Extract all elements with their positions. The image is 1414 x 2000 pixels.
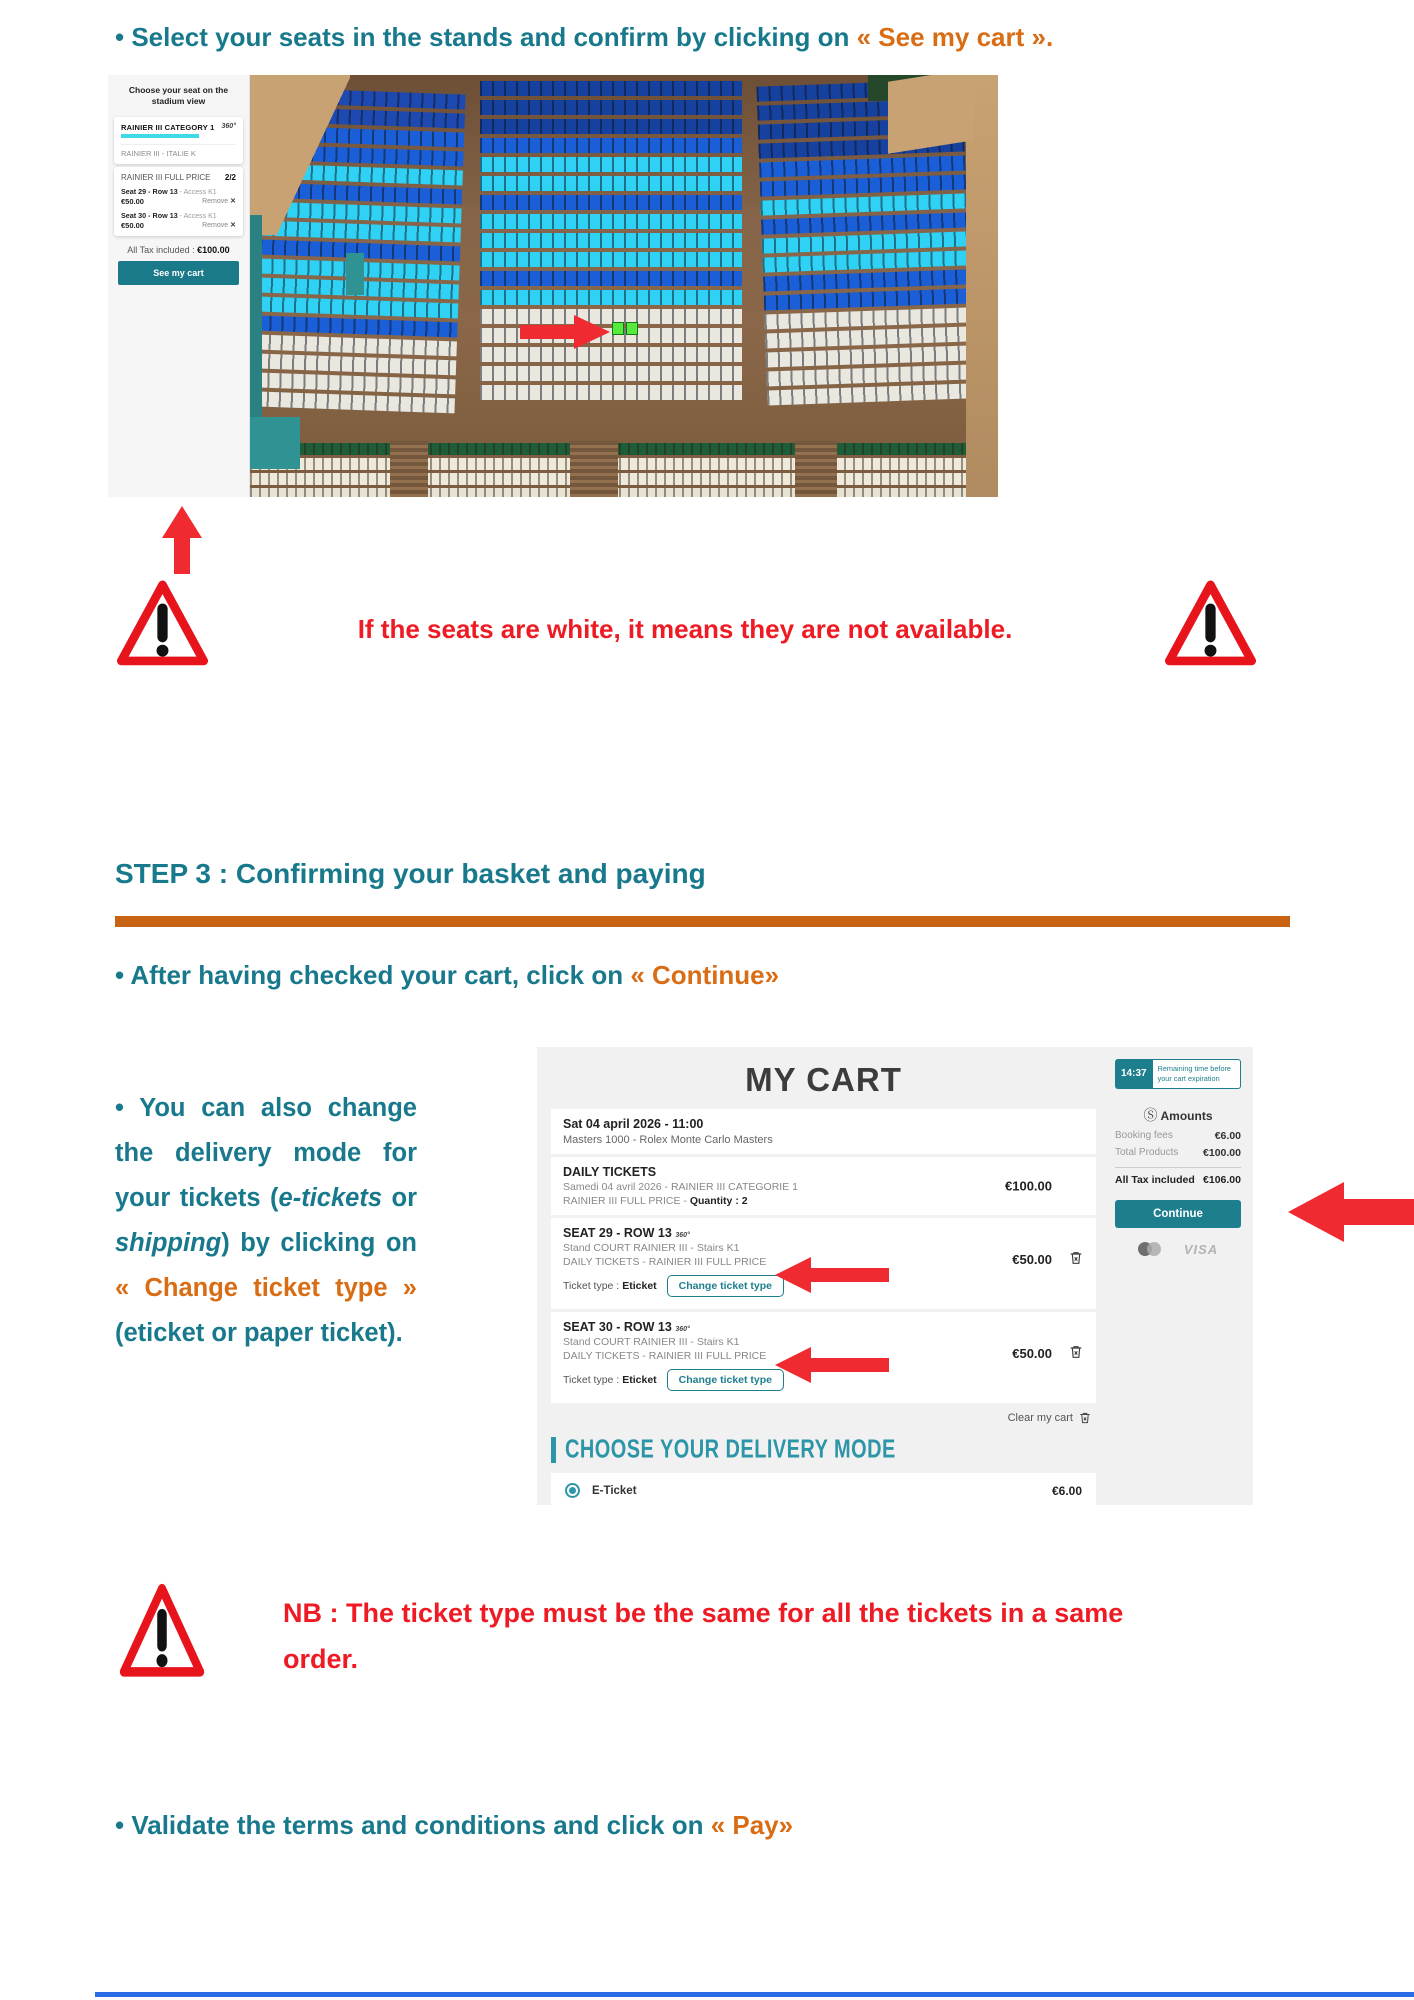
seat-row[interactable] [258,296,458,318]
visa-logo: VISA [1183,1241,1219,1257]
seat-row[interactable] [480,119,742,134]
seat-picker-screenshot [108,75,998,497]
seat-picker-sidebar [108,75,250,497]
note-highlight: « Change ticket type » [115,1274,417,1302]
mastercard-icon [1138,1242,1162,1256]
after-check-highlight: « Continue» [630,960,780,990]
event-date: Sat 04 april 2026 - 11:00 [563,1117,704,1131]
seat-row[interactable] [762,231,968,253]
close-icon[interactable]: ✕ [230,198,236,206]
seat-row[interactable] [480,290,742,305]
tax-total-label: All Tax included : [127,244,198,255]
stadium-wall-corner [888,75,974,154]
seat-title [563,1320,1084,1334]
validate-text: • Validate the terms and conditions and click on [115,1810,711,1840]
stadium-bottom-row[interactable] [250,458,998,470]
validate-highlight: « Pay» [710,1810,794,1840]
arrow-head [574,315,610,349]
remove-seat-button[interactable] [202,197,236,205]
view-360-icon[interactable]: 360° [675,1232,690,1239]
cart-page-title: MY CART [745,1061,902,1098]
group-title: DAILY TICKETS [563,1165,657,1179]
seat-row[interactable] [480,366,742,381]
seat-row[interactable] [480,252,742,267]
seat-row[interactable] [257,315,457,337]
close-icon[interactable]: ✕ [230,222,236,230]
ticket-type-value: Eticket [622,1374,657,1386]
category-underline [121,134,199,138]
change-ticket-type-button[interactable]: Change ticket type [667,1275,784,1297]
warning-triangle-icon [118,1580,206,1684]
timer-value: 14:37 [1115,1059,1153,1089]
selected-seats-card [114,167,243,236]
note-italic: e-tickets [278,1184,383,1212]
total-label: All Tax included [1115,1173,1195,1186]
seat-row[interactable] [256,353,456,375]
ticket-type-row [563,1369,1084,1391]
amounts-header [1115,1105,1241,1125]
section-divider [115,916,1290,927]
cart-expiration-timer [1115,1059,1241,1089]
stadium-section[interactable] [480,81,742,404]
category-subtitle: RAINIER III - ITALIE K [121,144,236,158]
quantity-counter: 2/2 [224,172,236,182]
ticket-type-label: Ticket type : [563,1280,620,1292]
seat-row[interactable] [764,288,970,310]
total-value: €106.00 [1203,1173,1241,1186]
amount-total-row [1115,1174,1241,1186]
trash-icon[interactable] [1068,1250,1084,1266]
seat-line2: DAILY TICKETS - RAINIER III FULL PRICE [563,1350,767,1362]
amount-value: €100.00 [1203,1146,1241,1159]
ticket-type-value: Eticket [622,1280,657,1292]
stadium-bottom-row[interactable] [250,488,998,497]
seat-title [563,1226,1084,1240]
ticket-type-label: Ticket type : [563,1374,620,1386]
tax-total-value: €100.00 [197,244,230,255]
after-check-text: • After having checked your cart, click on [115,960,631,990]
seat-row[interactable] [765,326,971,348]
nb-ticket-type-warning [283,1590,1263,1682]
delivery-mode-note [115,1086,417,1356]
seat-label: Seat 30 - Row 13 [121,210,178,220]
seat-row[interactable] [763,269,969,291]
group-line2-prefix: RAINIER III FULL PRICE - [563,1195,690,1207]
category-card [114,117,243,164]
seat-line-item [121,187,236,206]
seat-row[interactable] [480,81,742,96]
seat-row[interactable] [255,391,455,413]
arrow-shaft [1344,1199,1414,1225]
note-italic: shipping [115,1229,222,1257]
stadium-structure [250,417,300,469]
seat-row[interactable] [480,385,742,400]
remove-label: Remove [202,198,229,206]
seat-row[interactable] [764,307,970,329]
seat-price: €50.00 [1012,1252,1052,1267]
arrow-head [775,1347,811,1383]
warning-triangle-icon [1163,577,1258,672]
price-group-label: RAINIER III FULL PRICE [121,172,211,182]
seat-row[interactable] [480,233,742,248]
seat-access: - Access K1 [177,212,217,220]
seat-picker-title: Choose your seat on the stadium view [128,85,229,107]
cart-screenshot [537,1047,1253,1505]
group-quantity: Quantity : 2 [689,1195,748,1207]
clear-cart-label: Clear my cart [1007,1412,1073,1424]
arrow-shaft [174,536,190,574]
category-name: RAINIER III CATEGORY 1 [121,122,215,132]
seat-access: - Access K1 [177,188,217,196]
cart-items-column [551,1109,1096,1508]
event-name: Masters 1000 - Rolex Monte Carlo Masters [563,1134,773,1146]
seat-row[interactable] [480,195,742,210]
change-ticket-type-button[interactable]: Change ticket type [667,1369,784,1391]
stadium-bottom-row[interactable] [250,473,998,485]
seat-row[interactable] [480,157,742,172]
see-my-cart-button[interactable]: See my cart [118,261,239,285]
step3-title: STEP 3 : Confirming your basket and paying [115,858,706,889]
ticket-group-card [551,1157,1096,1215]
stadium-stairs [570,441,618,497]
amount-row [1115,1130,1241,1142]
intro-highlight: « See my cart ». [856,22,1054,52]
seat-row[interactable] [480,100,742,115]
trash-icon[interactable] [1078,1411,1092,1425]
tax-total [116,245,241,255]
seat-row[interactable] [257,334,457,356]
seat-title-text: SEAT 29 - ROW 13 [563,1226,672,1240]
seat-label: Seat 29 - Row 13 [121,186,178,196]
seat-row[interactable] [762,250,968,272]
continue-button[interactable]: Continue [1115,1200,1241,1228]
seat-row[interactable] [480,176,742,191]
delivery-option-label: E-Ticket [592,1484,637,1497]
after-check-instruction [115,960,779,991]
seat-row[interactable] [480,347,742,362]
seat-price: €50.00 [121,220,144,230]
note-text: (eticket or paper ticket). [115,1319,403,1347]
clear-cart-button[interactable] [551,1411,1092,1425]
seat-line1: Stand COURT RAINIER III - Stairs K1 [563,1336,740,1348]
event-card [551,1109,1096,1154]
seat-row[interactable] [759,155,965,177]
seat-row[interactable] [766,364,972,386]
remove-label: Remove [202,222,229,230]
validate-instruction [115,1810,793,1841]
arrow-shaft [811,1358,889,1372]
warning-triangle-icon [115,577,210,672]
stadium-bottom-row[interactable] [250,443,998,455]
arrow-head [162,506,202,538]
seat-row[interactable] [760,174,966,196]
page-footer-line [95,1992,1414,1997]
arrow-shaft [811,1268,889,1282]
stadium-structure [250,215,262,425]
stadium-bottom-band [250,441,998,497]
seat-price: €50.00 [1012,1346,1052,1361]
payment-methods [1115,1242,1241,1257]
cart-seat-card [551,1218,1096,1309]
seat-row[interactable] [761,212,967,234]
delivery-mode-title: CHOOSE YOUR DELIVERY MODE [565,1435,896,1464]
view-360-icon[interactable]: 360° [675,1326,690,1333]
seat-row[interactable] [480,309,742,324]
seat-row[interactable] [760,193,966,215]
eticket-radio[interactable] [565,1483,580,1498]
group-price: €100.00 [1005,1178,1052,1194]
arrow-shaft [520,325,576,339]
seat-row[interactable] [767,383,973,405]
group-line1: Samedi 04 avril 2026 - RAINIER III CATEGORIE 1 [563,1181,798,1193]
amounts-title: Amounts [1160,1108,1213,1123]
stadium-stairs [390,441,428,497]
seat-row[interactable] [480,214,742,229]
stadium-view [250,75,998,497]
seat-price: €50.00 [121,196,144,206]
amount-label: Total Products [1115,1146,1179,1158]
nb-line1: NB : The ticket type must be the same for all the tickets in a same [283,1598,1124,1628]
white-seats-warning: If the seats are white, it means they are not available. [357,614,1013,644]
stadium-walkway [250,75,350,235]
arrow-head [1288,1182,1344,1242]
stadium-stairs [795,441,837,497]
cart-summary-panel [1115,1059,1241,1257]
delivery-option-price: €6.00 [1051,1483,1082,1498]
timer-note: Remaining time before your cart expiration [1153,1059,1241,1089]
note-text: • You can also change the delivery mode for your tickets ( [115,1094,417,1212]
seat-row[interactable] [480,138,742,153]
delivery-option-row[interactable] [551,1473,1096,1508]
nb-line2: order. [283,1644,359,1674]
coin-icon: Ⓢ [1143,1106,1158,1123]
trash-icon[interactable] [1068,1344,1084,1360]
note-text: or [382,1184,418,1212]
view-360-icon[interactable]: 360° [221,122,236,130]
amount-row [1115,1147,1241,1159]
seat-row[interactable] [255,372,455,394]
seat-row[interactable] [766,345,972,367]
seat-line-item [121,211,236,230]
seat-line2: DAILY TICKETS - RAINIER III FULL PRICE [563,1256,767,1268]
group-line2 [563,1195,1084,1207]
remove-seat-button[interactable] [202,221,236,229]
arrow-head [775,1257,811,1293]
seat-row[interactable] [480,271,742,286]
divider [1115,1167,1241,1168]
intro-instruction [115,22,1053,53]
delivery-mode-header [551,1437,1096,1463]
selected-seats[interactable] [612,322,638,335]
header-accent-bar [551,1437,556,1463]
intro-text: • Select your seats in the stands and confirm by clicking on [115,22,857,52]
note-text: ) by clicking on [221,1229,417,1257]
seat-title-text: SEAT 30 - ROW 13 [563,1320,672,1334]
seat-line1: Stand COURT RAINIER III - Stairs K1 [563,1242,740,1254]
amount-value: €6.00 [1214,1129,1241,1142]
amount-label: Booking fees [1115,1129,1173,1141]
stadium-structure [346,253,364,295]
